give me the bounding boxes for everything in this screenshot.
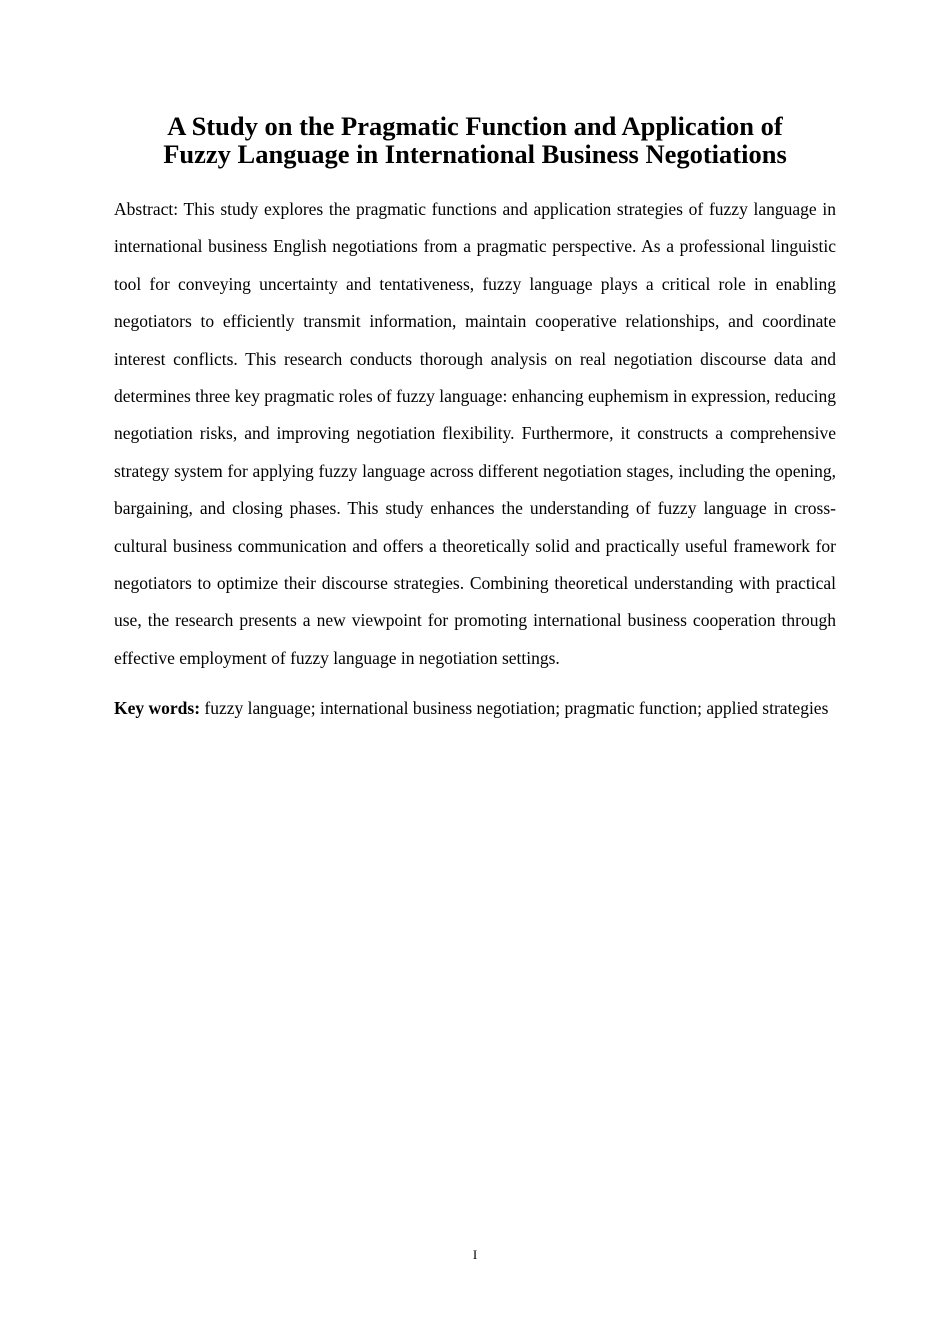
keywords-text: fuzzy language; international business negotiation; pragmatic function; applied strategies <box>204 698 829 719</box>
page-content <box>114 112 836 721</box>
title-line-1: A Study on the Pragmatic Function and Application of <box>167 111 783 141</box>
title-line-2: Fuzzy Language in International Business Negotiations <box>163 139 787 169</box>
page-number: I <box>472 1247 478 1262</box>
keywords-paragraph <box>114 696 836 721</box>
keywords-label: Key words: <box>114 698 201 719</box>
document-title <box>114 112 836 168</box>
abstract-paragraph: Abstract: This study explores the pragmatic functions and application strategies of fuzzy language in international business English negotiations from a pragmatic perspective. As a professional linguistic tool for conveying uncertainty and tentativeness, fuzzy language plays a critical role in enabling negotiators to efficiently transmit information, maintain cooperative relationships, and coordinate interest conflicts. This research conducts thorough analysis on real negotiation discourse data and determines three key pragmatic roles of fuzzy language: enhancing euphemism in expression, reducing negotiation risks, and improving negotiation flexibility. Furthermore, it constructs a comprehensive strategy system for applying fuzzy language across different negotiation stages, including the opening, bargaining, and closing phases. This study enhances the understanding of fuzzy language in cross-cultural business communication and offers a theoretically solid and practically useful framework for negotiators to optimize their discourse strategies. Combining theoretical understanding with practical use, the research presents a new viewpoint for promoting international business cooperation through effective employment of fuzzy language in negotiation settings. <box>114 199 836 668</box>
